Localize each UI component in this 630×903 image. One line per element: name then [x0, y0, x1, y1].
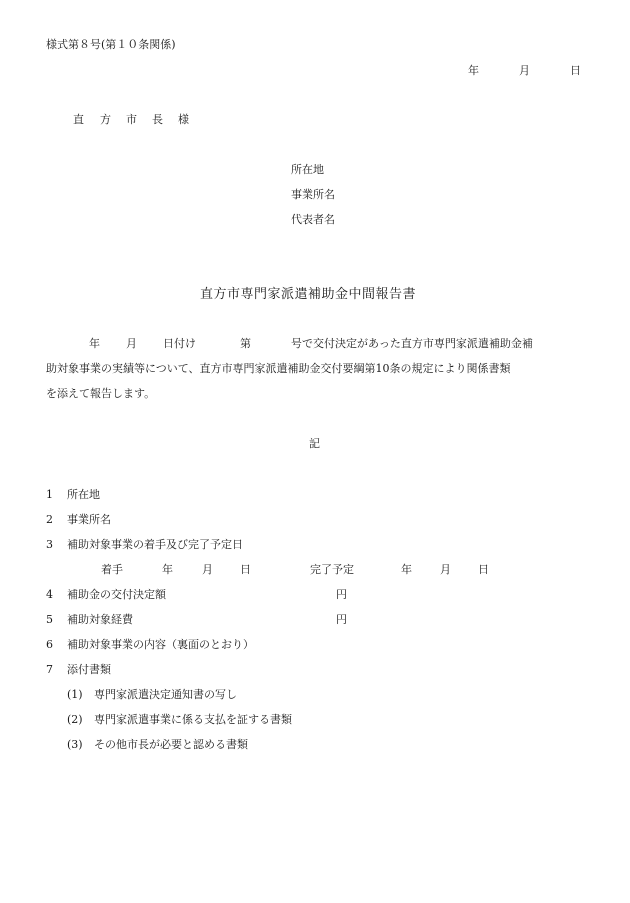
item-number: 6: [46, 638, 53, 651]
addressee-char: 方: [100, 113, 111, 126]
item-label: 補助対象事業の内容（裏面のとおり）: [67, 638, 254, 651]
date-day: 日: [570, 64, 581, 77]
schedule-complete-year: 年: [401, 563, 412, 576]
addressee-char: 直: [73, 113, 84, 126]
item-number: 3: [46, 538, 53, 551]
item-number: 7: [46, 663, 53, 676]
item-number: 5: [46, 613, 53, 626]
body-year: 年: [89, 337, 100, 350]
body-month: 月: [126, 337, 137, 350]
schedule-complete-label: 完了予定: [310, 563, 354, 576]
attachment-text: その他市長が必要と認める書類: [94, 738, 248, 751]
body-dai: 第: [240, 337, 251, 350]
applicant-representative-label: 代表者名: [291, 213, 335, 226]
addressee-char: 市: [126, 113, 137, 126]
addressee-char: 長: [152, 113, 163, 126]
schedule-complete-day: 日: [478, 563, 489, 576]
applicant-business-name-label: 事業所名: [291, 188, 335, 201]
yen-unit: 円: [336, 588, 347, 601]
addressee-char: 様: [178, 113, 189, 126]
item-label: 補助対象事業の着手及び完了予定日: [67, 538, 243, 551]
schedule-complete-month: 月: [440, 563, 451, 576]
schedule-start-year: 年: [162, 563, 173, 576]
item-label: 補助金の交付決定額: [67, 588, 166, 601]
form-label: 様式第８号(第１０条関係): [46, 38, 176, 51]
item-label: 添付書類: [67, 663, 111, 676]
attachment-number: (2): [67, 713, 83, 726]
schedule-start-label: 着手: [101, 563, 123, 576]
attachment-number: (1): [67, 688, 83, 701]
date-month: 月: [519, 64, 530, 77]
schedule-start-day: 日: [240, 563, 251, 576]
ki-heading: 記: [309, 437, 320, 450]
date-year: 年: [468, 64, 479, 77]
attachment-text: 専門家派遣事業に係る支払を証する書類: [94, 713, 292, 726]
item-label: 事業所名: [67, 513, 111, 526]
item-number: 1: [46, 488, 53, 501]
item-label: 補助対象経費: [67, 613, 133, 626]
item-label: 所在地: [67, 488, 100, 501]
yen-unit: 円: [336, 613, 347, 626]
item-number: 2: [46, 513, 53, 526]
page-title: 直方市専門家派遣補助金中間報告書: [200, 287, 417, 302]
applicant-location-label: 所在地: [291, 163, 324, 176]
schedule-start-month: 月: [202, 563, 213, 576]
item-number: 4: [46, 588, 53, 601]
body-line2: 助対象事業の実績等について、直方市専門家派遣補助金交付要綱第10条の規定により関係書類: [46, 362, 511, 375]
body-line1: 号で交付決定があった直方市専門家派遣補助金補: [291, 337, 533, 350]
body-day-dated: 日付け: [163, 337, 196, 350]
body-line3: を添えて報告します。: [46, 387, 156, 400]
attachment-number: (3): [67, 738, 83, 751]
attachment-text: 専門家派遣決定通知書の写し: [94, 688, 237, 701]
